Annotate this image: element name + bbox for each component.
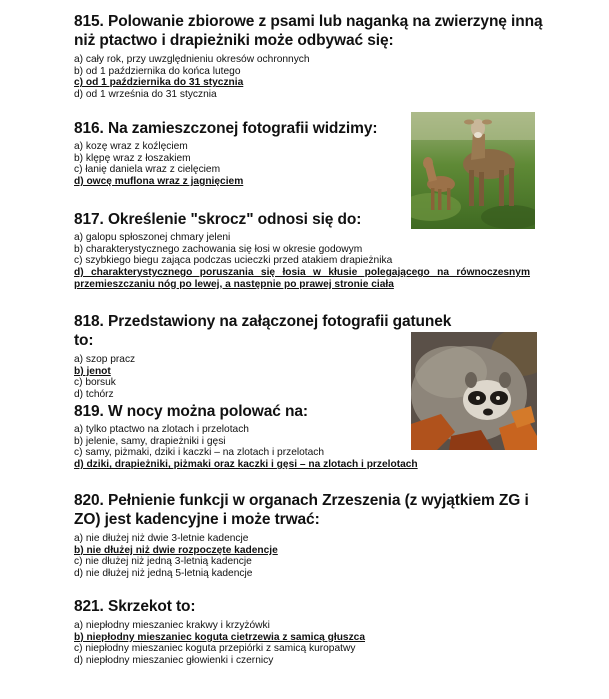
answer-list (74, 424, 424, 471)
question-title: 815. Polowanie zbiorowe z psami lub naganką na zwierzynę inną niż ptactwo i drapieżniki może odbywać się: (74, 13, 543, 49)
answer-c: c) łanię daniela wraz z cielęciem (74, 164, 221, 176)
answer-b-correct: b) niepłodny mieszaniec koguta cietrzewia z samicą głuszca (74, 631, 366, 643)
answer-c: c) niepłodny mieszaniec koguta przepiórki z samicą kuropatwy (74, 643, 356, 655)
answer-list (74, 620, 544, 667)
question-title: 820. Pełnienie funkcji w organach Zrzeszenia (z wyjątkiem ZG i ZO) jest kadencyjne i może trwać: (74, 492, 529, 528)
question-815 (74, 12, 544, 101)
answer-d: d) niepłodny mieszaniec głowienki i czernicy (74, 655, 274, 667)
question-819 (74, 402, 424, 471)
question-title: 816. Na zamieszczonej fotografii widzimy: (74, 120, 378, 137)
question-817 (74, 210, 544, 291)
answer-list (74, 54, 544, 101)
answer-a: a) szop pracz (74, 354, 136, 365)
answer-a: a) kozę wraz z koźlęciem (74, 141, 188, 152)
answer-c-correct: c) od 1 października do 31 stycznia (74, 77, 244, 89)
answer-a: a) tylko ptactwo na zlotach i przelotach (74, 424, 249, 435)
answer-d-correct: d) dziki, drapieżniki, piżmaki oraz kaczki i gęsi – na zlotach i przelotach (74, 459, 418, 471)
answer-d: d) nie dłużej niż jedną 5-letnią kadencje (74, 568, 253, 580)
answer-a: a) cały rok, przy uwzględnieniu okresów ochronnych (74, 54, 310, 65)
answer-c: c) nie dłużej niż jedną 3-letnią kadencje (74, 556, 252, 568)
answer-b-correct: b) nie dłużej niż dwie rozpoczęte kadencje (74, 544, 278, 556)
answer-list (74, 533, 544, 580)
answer-b: b) od 1 października do końca lutego (74, 65, 241, 77)
raccoon-dog-photo (411, 332, 537, 450)
answer-list (74, 141, 394, 188)
answer-a: a) niepłodny mieszaniec krakwy i krzyżówki (74, 620, 270, 631)
answer-c: c) samy, piżmaki, dziki i kaczki – na zlotach i przelotach (74, 447, 325, 459)
question-820 (74, 491, 544, 580)
raccoon-dog-image (411, 332, 537, 450)
answer-d: d) od 1 września do 31 stycznia (74, 89, 217, 101)
answer-c: c) szybkiego biegu zająca podczas ucieczki przed atakiem drapieżnika (74, 255, 393, 267)
question-title: 818. Przedstawiony na załączonej fotografii gatunek to: (74, 313, 452, 349)
answer-a: a) nie dłużej niż dwie 3-letnie kadencje (74, 533, 249, 544)
question-title: 821. Skrzekot to: (74, 598, 196, 615)
answer-list (74, 232, 544, 291)
answer-b-correct: b) jenot (74, 365, 111, 377)
answer-b: b) jelenie, samy, drapieżniki i gęsi (74, 435, 226, 447)
question-title: 819. W nocy można polować na: (74, 403, 308, 420)
answer-b: b) klępę wraz z łoszakiem (74, 152, 191, 164)
answer-c: c) borsuk (74, 377, 116, 389)
answer-b: b) charakterystycznego zachowania się łosi w okresie godowym (74, 243, 363, 255)
answer-d-correct: d) charakterystycznego poruszania się łosia w kłusie polegającego na równoczesnym przemieszczaniu nóg po lewej, a następnie po prawej stronie ciała (74, 267, 530, 290)
question-title: 817. Określenie "skrocz" odnosi się do: (74, 211, 362, 228)
answer-d-correct: d) owcę muflona wraz z jagnięciem (74, 176, 244, 188)
question-821 (74, 597, 544, 667)
question-816 (74, 119, 394, 188)
answer-a: a) galopu spłoszonej chmary jeleni (74, 232, 231, 243)
answer-d: d) tchórz (74, 389, 114, 401)
